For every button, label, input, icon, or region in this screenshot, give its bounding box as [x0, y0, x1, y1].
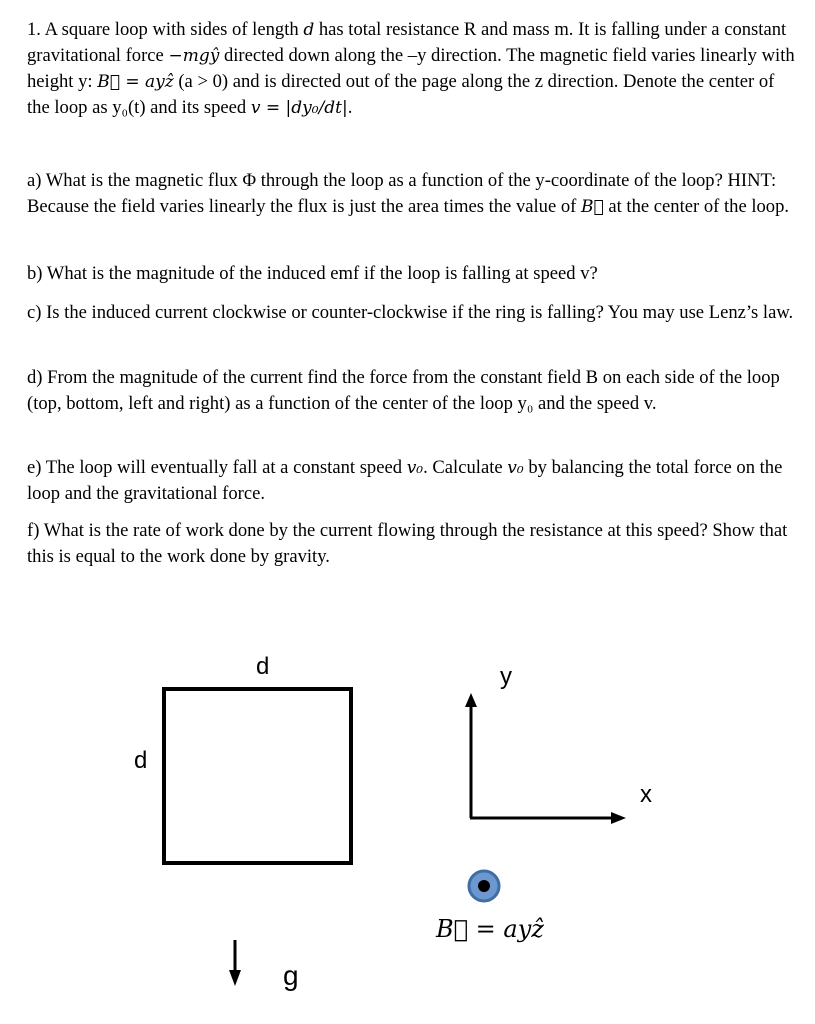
text-run: has total resistance R and mass m. It is falling under a constant gravitational force — [27, 19, 787, 66]
text-run: . — [347, 97, 353, 118]
field-equation-label: B⃗ = ayẑ — [436, 915, 544, 943]
math-expression: v₀ — [406, 458, 424, 478]
math-expression: B⃗ — [581, 197, 604, 217]
gravity-label: g — [283, 960, 299, 991]
text-run: c) Is the induced current clockwise or counter-clockwise if the ring is falling? You may use Lenz’s law. — [27, 302, 794, 323]
math-expression: B⃗ = ayẑ — [97, 72, 174, 92]
text-run: by balancing the total force on the loop and the gravitational force. — [27, 457, 783, 504]
text-run: b) What is the magnitude of the induced emf if the loop is falling at speed v? — [27, 263, 598, 284]
text-run: d) From the magnitude of the current find the force from the constant field B on each side of the loop (top, bottom, left and right) as a function of the center of the loop y₀ and the speed v. — [27, 367, 780, 414]
y-axis-arrowhead — [465, 693, 477, 707]
text-run: directed down along the –y direction. The magnetic field varies linearly with height y: — [27, 45, 795, 92]
math-expression: d — [303, 20, 315, 40]
side-length-top-label: d — [256, 653, 270, 680]
x-axis-arrowhead — [611, 812, 626, 824]
math-expression: v = |dy₀/dt| — [250, 98, 348, 118]
text-run: a) What is the magnetic flux Φ through the loop as a function of the y-coordinate of the loop? HINT: Because the field varies linearly the flux is just the area times the value of — [27, 170, 777, 217]
text-run: f) What is the rate of work done by the current flowing through the resistance at this speed? Show that this is equal to the work done by gravity. — [27, 520, 788, 567]
field-dot-icon — [478, 880, 490, 892]
text-run: e) The loop will eventually fall at a constant speed — [27, 457, 407, 478]
text-run: at the center of the loop. — [603, 196, 790, 217]
x-axis-label: x — [640, 781, 652, 808]
gravity-arrowhead — [229, 970, 241, 986]
y-axis-label: y — [500, 663, 512, 690]
math-expression: v₀ — [507, 458, 524, 478]
text-run: 1. A square loop with sides of length — [27, 19, 304, 40]
text-run: . Calculate — [423, 457, 508, 478]
math-expression: −mgŷ — [168, 46, 220, 66]
text-run: (a > 0) and is directed out of the page along the z direction. Denote the center of the loop as y₀(t) and its speed — [27, 71, 775, 118]
square-loop — [164, 689, 351, 863]
side-length-left-label: d — [134, 747, 148, 774]
